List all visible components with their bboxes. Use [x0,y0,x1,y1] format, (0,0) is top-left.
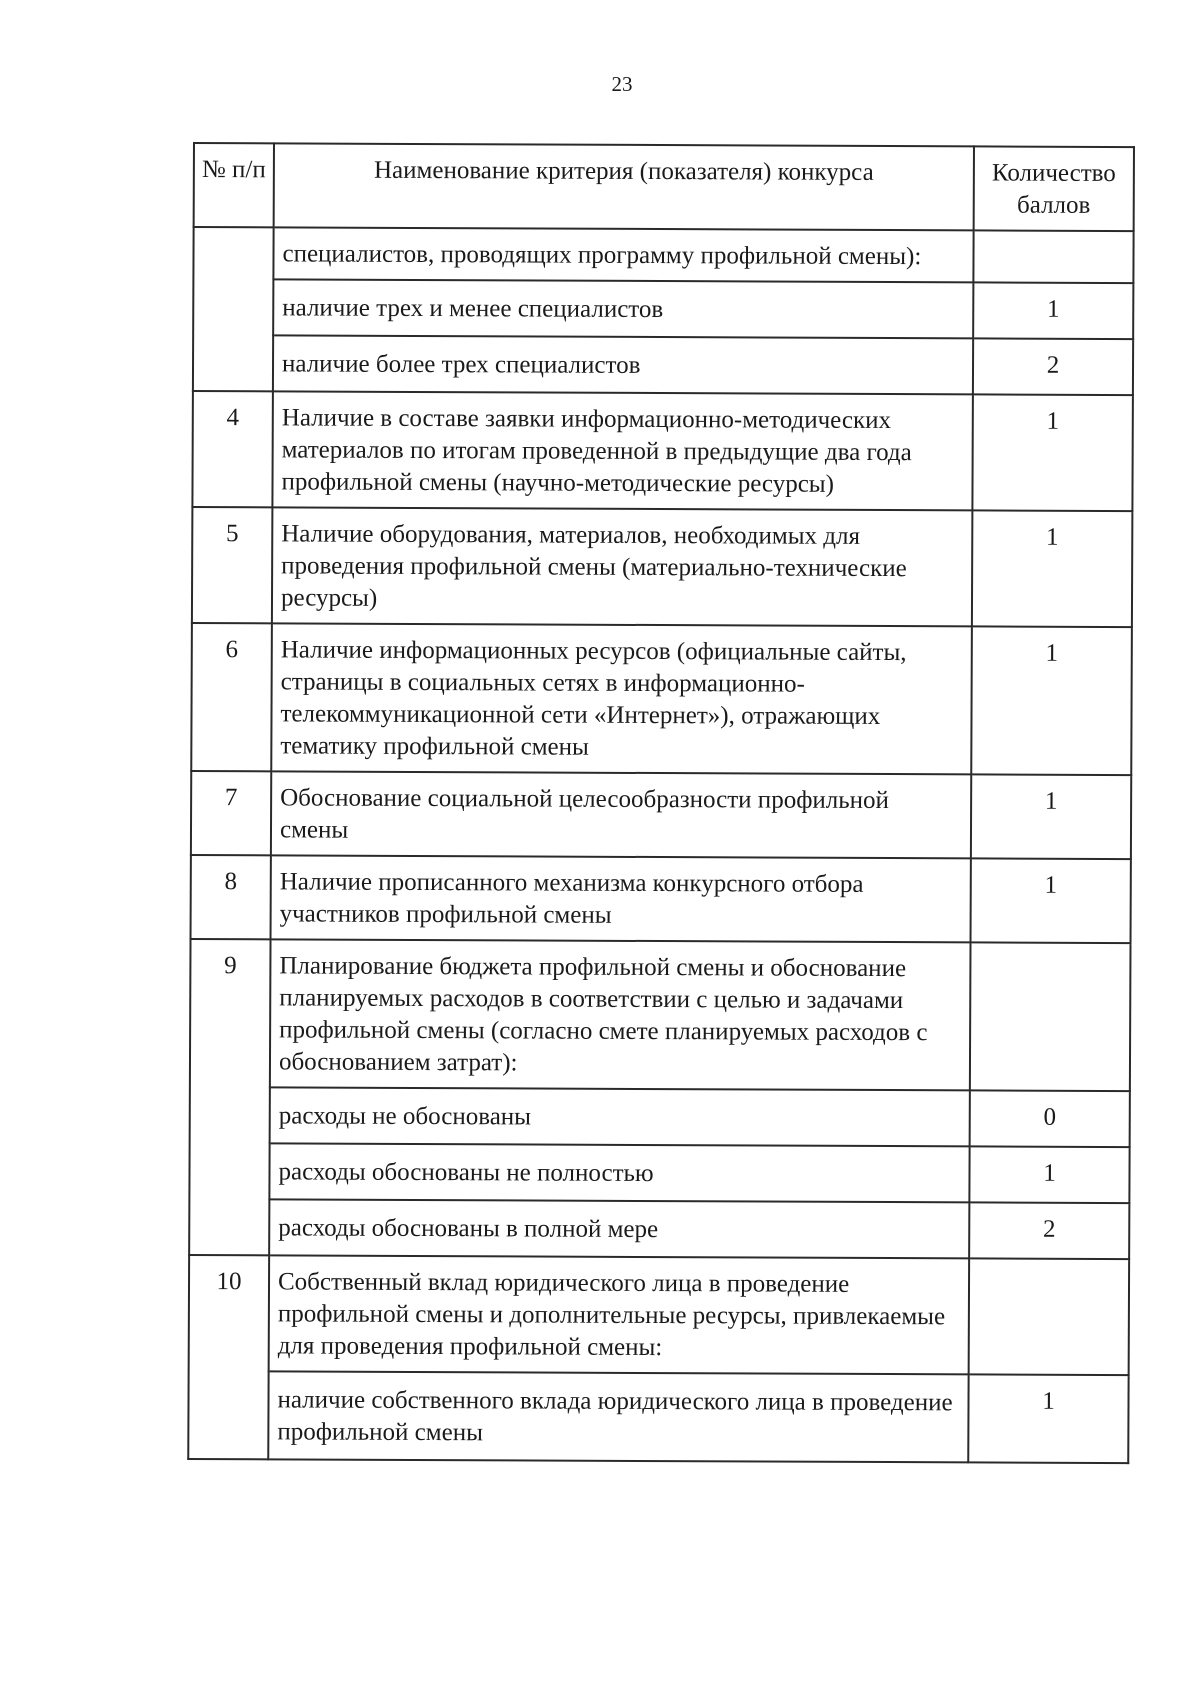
row-score [973,230,1133,283]
row-name: специалистов, проводящих программу профильной смены): [273,227,973,282]
table-row [189,1255,1129,1375]
row-name: Обоснование социальной целесообразности профильной смены [271,771,971,858]
row-score: 1 [971,626,1132,775]
row-score: 0 [970,1090,1130,1147]
row-name: расходы обоснованы не полностью [269,1143,969,1202]
row-name: Наличие информационных ресурсов (официальные сайты, страницы в социальных сетях в информационно-телекоммуникационной сети «Интернет»), отражающих тематику профильной смены [271,623,972,774]
header-name: Наименование критерия (показателя) конкурса [274,143,974,230]
row-name: Наличие прописанного механизма конкурсного отбора участников профильной смены [271,855,971,942]
row-score: 1 [969,1146,1129,1203]
row-score: 1 [971,858,1131,943]
row-name: наличие собственного вклада юридического лица в проведение профильной смены [268,1371,968,1462]
header-num: № п/п [194,143,274,227]
row-score: 1 [972,510,1133,627]
row-score [969,1258,1130,1375]
row-num: 8 [191,855,271,939]
table-row [193,279,1133,339]
row-name: Планирование бюджета профильной смены и обоснование планируемых расходов в соответствии с целью и задачами профильной смены (согласно смете планируемых расходов с обоснованием затрат): [270,939,971,1090]
row-score [970,942,1131,1091]
row-score: 1 [968,1374,1128,1463]
table-row [191,623,1132,775]
row-name: Наличие в составе заявки информационно-методических материалов по итогам проведенной в предыдущие два года профильной смены (научно-методические ресурсы) [272,391,972,510]
table-row [193,227,1133,283]
page-number: 23 [611,72,633,96]
table-row [191,855,1131,943]
table-row [190,939,1131,1091]
row-num: 9 [189,939,270,1255]
table-row [188,1371,1128,1463]
table-row [189,1199,1129,1259]
row-name: расходы не обоснованы [270,1087,970,1146]
row-score: 1 [973,282,1133,339]
row-score: 1 [971,774,1131,859]
row-num [193,227,274,391]
header-score: Количество баллов [974,146,1134,231]
row-score: 2 [969,1202,1129,1259]
row-name: расходы обоснованы в полной мере [269,1199,969,1258]
row-num: 6 [191,623,272,771]
row-num: 10 [188,1255,269,1459]
table-row [193,335,1133,395]
table-row [192,507,1132,627]
table-header-row [194,143,1134,231]
table-row [192,391,1132,511]
row-score: 1 [972,394,1133,511]
row-num: 5 [192,507,273,623]
row-num: 7 [191,771,271,855]
criteria-table-wrapper [187,142,1133,1464]
table-row [189,1143,1129,1203]
row-name: наличие более трех специалистов [273,335,973,394]
row-num: 4 [192,391,273,507]
row-name: наличие трех и менее специалистов [273,279,973,338]
row-name: Собственный вклад юридического лица в проведение профильной смены и дополнительные ресурсы, привлекаемые для проведения профильной смены: [269,1255,969,1374]
row-name: Наличие оборудования, материалов, необходимых для проведения профильной смены (материально-технические ресурсы) [272,507,972,626]
table-row [190,1087,1130,1147]
criteria-table [187,142,1135,1464]
row-score: 2 [973,338,1133,395]
table-row [191,771,1131,859]
